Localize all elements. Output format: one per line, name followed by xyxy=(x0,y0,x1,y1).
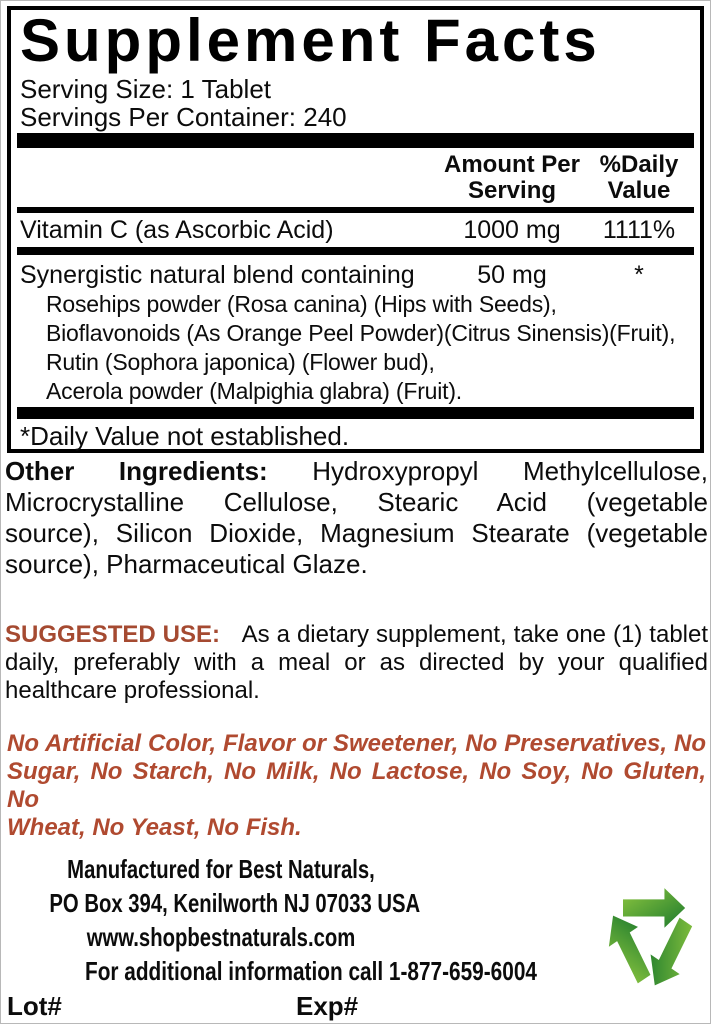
blend-component: Rosehips powder (Rosa canina) (Hips with Seeds), xyxy=(46,291,557,317)
blend-component: Bioflavonoids (As Orange Peel Powder)(Citrus Sinensis)(Fruit), xyxy=(46,320,676,346)
table-row xyxy=(20,213,691,247)
suggested-use-paragraph xyxy=(5,621,708,705)
suggested-use-text: healthcare professional. xyxy=(5,677,260,704)
suggested-use-label: SUGGESTED USE: xyxy=(5,621,220,648)
exp-date-label: Exp# xyxy=(296,991,359,1021)
table-header xyxy=(20,148,691,207)
claims-text: No Artificial Color, Flavor or Sweetener, No Preservatives, No xyxy=(7,730,706,757)
other-ingredients-paragraph xyxy=(5,456,708,580)
header-amount-per-serving: Amount Per Serving xyxy=(443,151,580,204)
panel-title: Supplement Facts xyxy=(20,7,601,74)
blend-dv-asterisk: * xyxy=(634,261,644,289)
claims-text: Wheat, No Yeast, No Fish. xyxy=(7,814,302,841)
blend-name: Synergistic natural blend containing xyxy=(20,261,415,289)
other-ingredients-label: Other Ingredients: xyxy=(5,456,268,486)
suggested-use-text: daily, preferably with a meal or as directed by your qualified xyxy=(5,649,708,676)
claims-text: Sugar, No Starch, No Milk, No Lactose, No Soy, No Gluten, No xyxy=(7,758,706,813)
thick-divider-top xyxy=(17,133,694,148)
dv-footnote: *Daily Value not established. xyxy=(20,421,350,451)
free-of-claims-paragraph xyxy=(7,730,706,842)
lot-number-label: Lot# xyxy=(7,991,62,1021)
manufacturer-line: Manufactured for Best Naturals, xyxy=(67,854,375,884)
recycle-icon xyxy=(595,873,707,1005)
other-ingredients-text: Microcrystalline Cellulose, Stearic Acid (vegetable xyxy=(5,487,708,517)
blend-row xyxy=(20,261,691,290)
suggested-use-text: As a dietary supplement, take one (1) tablet xyxy=(241,621,709,648)
blend-component: Rutin (Sophora japonica) (Flower bud), xyxy=(46,349,435,375)
servings-per-container: Servings Per Container: 240 xyxy=(20,102,347,132)
other-ingredients-text: source), Silicon Dioxide, Magnesium Stearate (vegetable xyxy=(5,518,708,548)
phone-line: For additional information call 1-877-659-6004 xyxy=(85,956,537,986)
supplement-facts-panel xyxy=(7,6,704,453)
blend-components xyxy=(46,290,691,406)
blend-component: Acerola powder (Malpighia glabra) (Fruit). xyxy=(46,378,462,404)
serving-size: Serving Size: 1 Tablet xyxy=(20,74,271,104)
address-line: PO Box 394, Kenilworth NJ 07033 USA xyxy=(49,888,421,918)
divider-above-footnote xyxy=(17,407,694,419)
blend-amount: 50 mg xyxy=(477,261,547,289)
manufacturer-block xyxy=(1,852,537,988)
divider-under-row xyxy=(17,247,694,255)
nutrient-amount: 1000 mg xyxy=(463,216,561,244)
website-line: www.shopbestnaturals.com xyxy=(86,922,356,952)
other-ingredients-text: source), Pharmaceutical Glaze. xyxy=(5,549,368,579)
header-spacer xyxy=(20,152,437,204)
header-percent-daily-value: %Daily Value xyxy=(599,151,679,204)
other-ingredients-text: Hydroxypropyl Methylcellulose, xyxy=(312,456,708,486)
nutrient-dv: 1111% xyxy=(602,216,676,244)
nutrient-name: Vitamin C (as Ascorbic Acid) xyxy=(20,216,334,244)
